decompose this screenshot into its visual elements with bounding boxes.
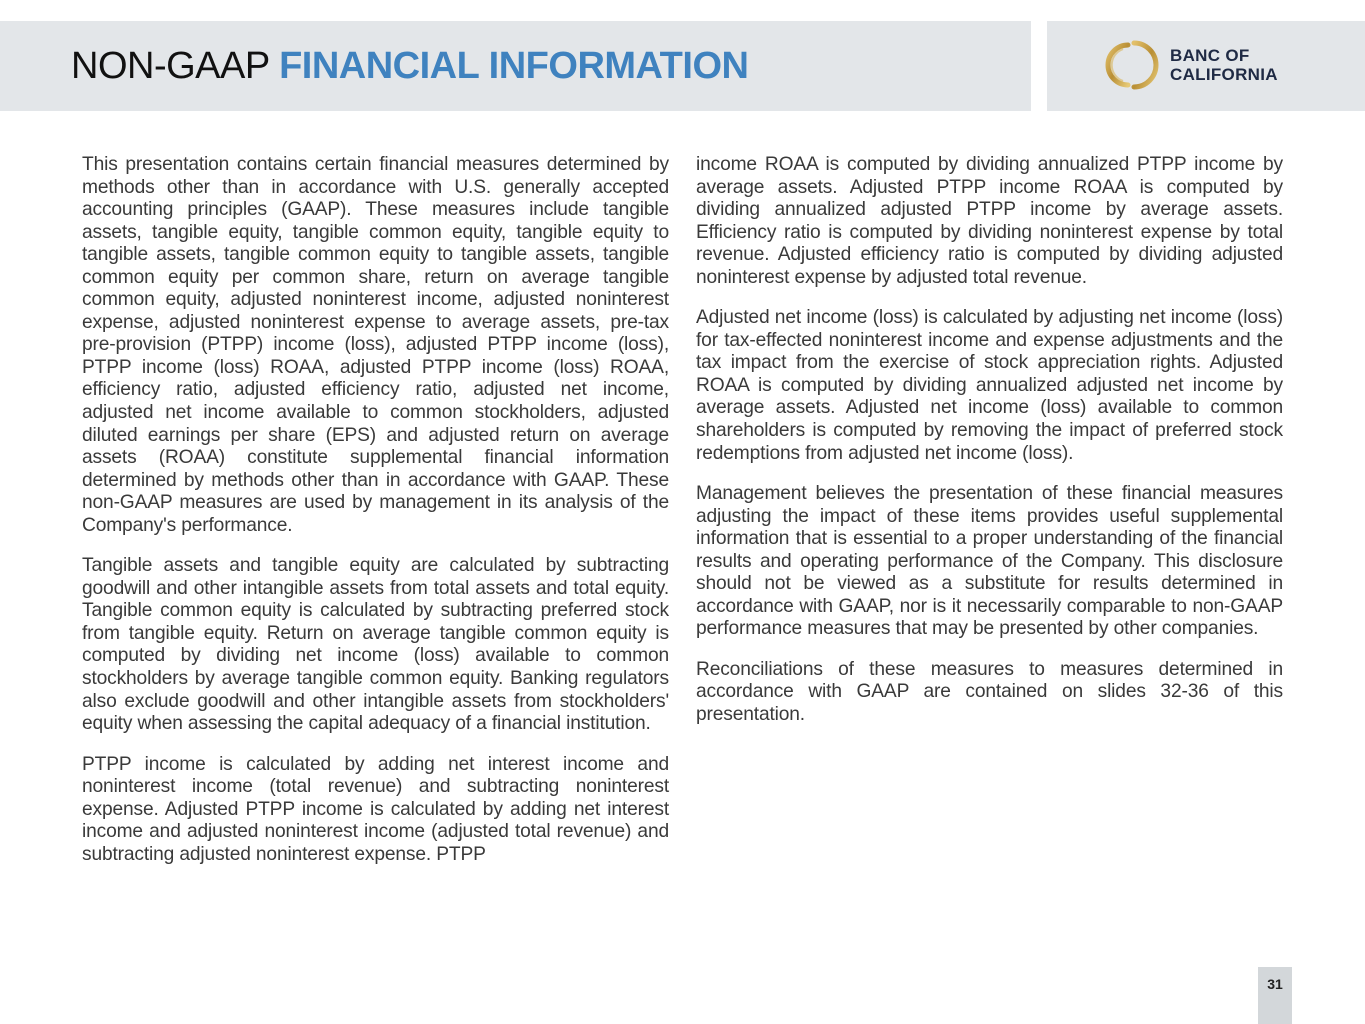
paragraph: Tangible assets and tangible equity are calculated by subtracting goodwill and other intangible assets from total assets and total equity. Tangible common equity is calculated by subtracting preferred stock from tangible equity. Return on average tangible common equity is computed by dividing net income (loss) available to common stockholders by average tangible common equity. Banking regulators also exclude goodwill and other intangible assets from stockholders' equity when assessing the capital adequacy of a financial institution. [82,555,669,735]
title-part-2: FINANCIAL INFORMATION [279,45,749,87]
left-column [82,154,669,884]
right-column [696,154,1283,745]
paragraph: Reconciliations of these measures to measures determined in accordance with GAAP are contained on slides 32-36 of this presentation. [696,658,1283,726]
title-part-1: NON-GAAP [71,45,280,87]
paragraph: income ROAA is computed by dividing annualized PTPP income by average assets. Adjusted PTPP income ROAA is computed by dividing annualized adjusted PTPP income by average assets. Efficiency ratio is computed by dividing noninterest expense by total revenue. Adjusted efficiency ratio is computed by dividing adjusted noninterest expense by adjusted total revenue. [696,154,1283,288]
paragraph: Adjusted net income (loss) is calculated by adjusting net income (loss) for tax-effected noninterest income and expense adjustments and the tax impact from the exercise of stock appreciation rights. Adjusted ROAA is computed by dividing annualized adjusted net income by average assets. Adjusted net income (loss) available to common shareholders is computed by removing the impact of preferred stock redemptions from adjusted net income (loss). [696,307,1283,464]
paragraph: This presentation contains certain financial measures determined by methods other than in accordance with U.S. generally accepted accounting principles (GAAP). These measures include tangible assets, tangible equity, tangible common equity, tangible equity to tangible assets, tangible common equity to tangible assets, tangible common equity per common share, return on average tangible common equity, adjusted noninterest income, adjusted noninterest expense, adjusted noninterest expense to average assets, pre-tax pre-provision (PTPP) income (loss), adjusted PTPP income (loss), PTPP income (loss) ROAA, adjusted PTPP income (loss) ROAA, efficiency ratio, adjusted efficiency ratio, adjusted net income, adjusted net income available to common stockholders, adjusted diluted earnings per share (EPS) and adjusted return on average assets (ROAA) constitute supplemental financial information determined by methods other than in accordance with GAAP. These non-GAAP measures are used by management in its analysis of the Company's performance. [82,154,669,536]
brand-name-line-1: BANC OF [1170,46,1250,65]
page-title [71,44,748,88]
brand-name [1170,46,1278,84]
ring-logo-icon [1104,39,1164,91]
paragraph: Management believes the presentation of these financial measures adjusting the impact of these items provides useful supplemental information that is essential to a proper understanding of the financial results and operating performance of the Company. This disclosure should not be viewed as a substitute for results determined in accordance with GAAP, nor is it necessarily comparable to non-GAAP performance measures that may be presented by other companies. [696,483,1283,640]
brand-name-line-2: CALIFORNIA [1170,65,1278,84]
paragraph: PTPP income is calculated by adding net interest income and noninterest income (total revenue) and subtracting noninterest expense. Adjusted PTPP income is calculated by adding net interest income and adjusted noninterest income (adjusted total revenue) and subtracting adjusted noninterest expense. PTPP [82,753,669,865]
page-number: 31 [1258,967,1292,1024]
